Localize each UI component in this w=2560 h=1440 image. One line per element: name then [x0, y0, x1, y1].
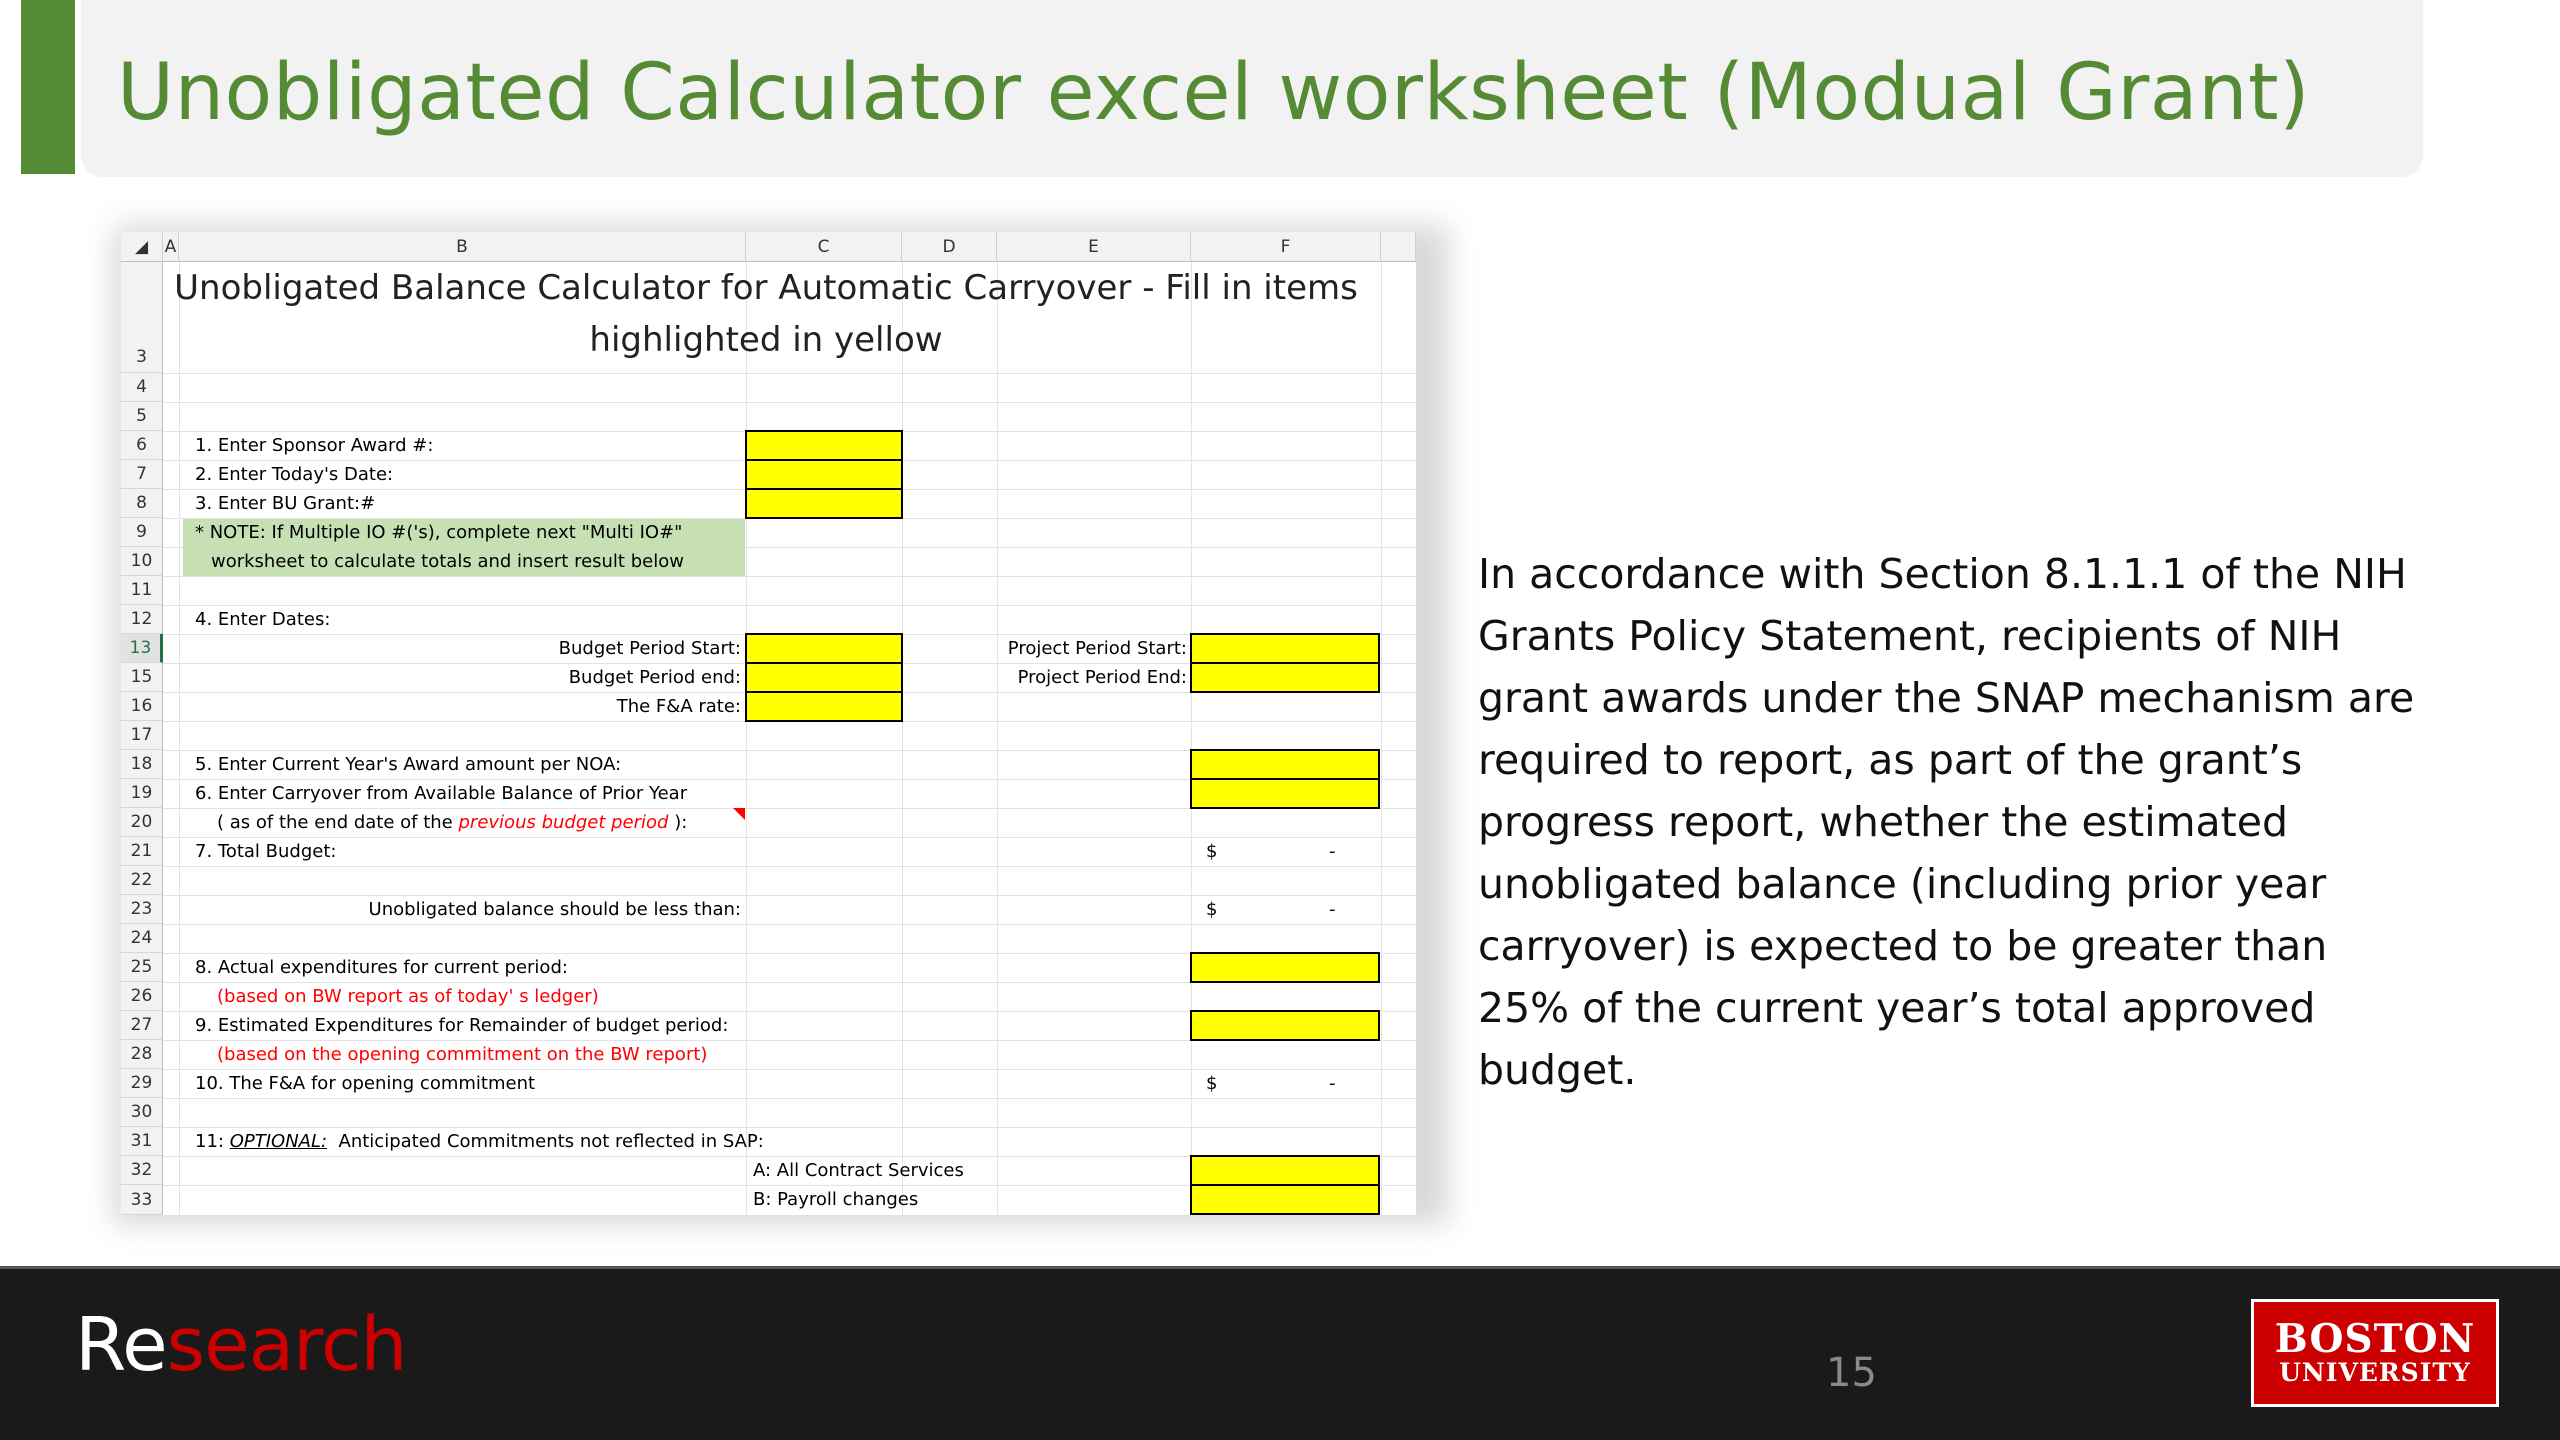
row-header-4: 4 [121, 373, 163, 402]
fa-opening-commitment-label: 10. The F&A for opening commitment [195, 1073, 536, 1094]
page-number: 15 [1826, 1350, 1877, 1396]
actual-expenditures-input[interactable] [1190, 952, 1380, 983]
note-line-2: worksheet to calculate totals and insert result below [211, 551, 684, 572]
row-header-12: 12 [121, 605, 163, 634]
gridline-h [163, 373, 1416, 374]
column-header-b: B [179, 232, 746, 262]
fa-rate-label: The F&A rate: [616, 696, 741, 717]
optional-prefix: 11: [195, 1131, 224, 1152]
row-header-30: 30 [121, 1098, 163, 1127]
row-header-9: 9 [121, 518, 163, 547]
corner-select-all: ◢ [121, 232, 163, 262]
column-header-a: A [163, 232, 179, 262]
row-header-7: 7 [121, 460, 163, 489]
gridline-h [163, 895, 1416, 896]
row-header-16: 16 [121, 692, 163, 721]
gridline-h [163, 1098, 1416, 1099]
gridline-h [163, 576, 1416, 577]
fa-opening-value: - [1329, 1073, 1336, 1094]
row-header-5: 5 [121, 402, 163, 431]
row-header-11: 11 [121, 576, 163, 605]
row-header-3: 3 [121, 262, 163, 373]
sponsor-award-label: 1. Enter Sponsor Award #: [195, 435, 434, 456]
total-budget-dollar: $ [1206, 841, 1218, 862]
slide-title: Unobligated Calculator excel worksheet (Modual Grant) [117, 48, 2311, 138]
row-header-21: 21 [121, 837, 163, 866]
row-header-10: 10 [121, 547, 163, 576]
bu-grant-label: 3. Enter BU Grant:# [195, 493, 376, 514]
comment-indicator[interactable] [733, 808, 745, 820]
project-period-start-input[interactable] [1190, 633, 1380, 664]
column-header-blank [1381, 232, 1416, 262]
gridline-h [163, 1127, 1416, 1128]
current-award-input[interactable] [1190, 749, 1380, 780]
project-period-end-label: Project Period End: [1017, 667, 1187, 688]
as-of-prefix: ( as of the end date of the [217, 812, 453, 833]
actual-expenditures-label: 8. Actual expenditures for current period: [195, 957, 568, 978]
as-of-suffix: ): [674, 812, 688, 833]
research-wordmark [75, 1302, 406, 1388]
row-header-32: 32 [121, 1156, 163, 1185]
row-header-15: 15 [121, 663, 163, 692]
row-header-25: 25 [121, 953, 163, 982]
todays-date-input[interactable] [745, 459, 903, 490]
bu-grant-input[interactable] [745, 488, 903, 519]
logo-line-1: BOSTON [2274, 1316, 2476, 1363]
optional-text: Anticipated Commitments not reflected in SAP: [338, 1131, 764, 1152]
body-paragraph: In accordance with Section 8.1.1.1 of the NIH Grants Policy Statement, recipients of NIH grant awards under the SNAP mechanism are required to report, as part of the grant’s progress report, whether the estimated unobligated balance (including prior year carryover) is expected to be greater than 25% of the current year’s total approved budget. [1478, 550, 2415, 1094]
row-header-6: 6 [121, 431, 163, 460]
row-header-17: 17 [121, 721, 163, 750]
gridline-v [1191, 262, 1192, 1215]
worksheet-image [121, 232, 1416, 1215]
row-header-31: 31 [121, 1127, 163, 1156]
row-header-24: 24 [121, 924, 163, 953]
actual-expenditures-note: (based on BW report as of today' s ledger) [217, 986, 599, 1007]
gridline-v [746, 262, 747, 1215]
row-header-19: 19 [121, 779, 163, 808]
estimated-expenditures-note: (based on the opening commitment on the BW report) [217, 1044, 708, 1065]
row-header-18: 18 [121, 750, 163, 779]
row-header-28: 28 [121, 1040, 163, 1069]
research-wordmark-part2: search [166, 1302, 407, 1388]
row-header-13-selected: 13 [121, 634, 163, 663]
gridline-v [179, 262, 180, 1215]
gridline-h [163, 924, 1416, 925]
gridline-h [163, 837, 1416, 838]
optional-word: OPTIONAL: [229, 1131, 328, 1152]
column-header-d: D [902, 232, 997, 262]
column-header-f: F [1191, 232, 1381, 262]
total-budget-value: - [1329, 841, 1336, 862]
payroll-changes-label: B: Payroll changes [753, 1189, 919, 1210]
fa-rate-input[interactable] [745, 691, 903, 722]
row-header-22: 22 [121, 866, 163, 895]
gridline-h [163, 402, 1416, 403]
carryover-input[interactable] [1190, 778, 1380, 809]
todays-date-label: 2. Enter Today's Date: [195, 464, 394, 485]
row-header-33: 33 [121, 1185, 163, 1215]
fa-opening-dollar: $ [1206, 1073, 1218, 1094]
budget-period-start-input[interactable] [745, 633, 903, 664]
row-header-20: 20 [121, 808, 163, 837]
project-period-start-label: Project Period Start: [1007, 638, 1187, 659]
row-header-29: 29 [121, 1069, 163, 1098]
logo-line-2: UNIVERSITY [2279, 1358, 2471, 1388]
current-award-label: 5. Enter Current Year's Award amount per NOA: [195, 754, 622, 775]
unobligated-dollar: $ [1206, 899, 1218, 920]
total-budget-label: 7. Total Budget: [195, 841, 337, 862]
contract-services-label: A: All Contract Services [753, 1160, 964, 1181]
gridline-v [1381, 262, 1382, 1215]
research-wordmark-part1: Re [75, 1302, 167, 1388]
column-header-e: E [997, 232, 1191, 262]
carryover-label: 6. Enter Carryover from Available Balance of Prior Year [195, 783, 688, 804]
budget-period-start-label: Budget Period Start: [558, 638, 741, 659]
project-period-end-input[interactable] [1190, 662, 1380, 693]
estimated-expenditures-label: 9. Estimated Expenditures for Remainder of budget period: [195, 1015, 729, 1036]
column-header-c: C [746, 232, 902, 262]
contract-services-input[interactable] [1190, 1155, 1380, 1186]
gridline-v [902, 262, 903, 1215]
enter-dates-label: 4. Enter Dates: [195, 609, 331, 630]
row-header-26: 26 [121, 982, 163, 1011]
gridline-v [997, 262, 998, 1215]
payroll-changes-input[interactable] [1190, 1184, 1380, 1215]
gridline-h [163, 605, 1416, 606]
gridline-h [163, 1069, 1416, 1070]
unobligated-balance-label: Unobligated balance should be less than: [368, 899, 741, 920]
boston-university-logo [2251, 1299, 2499, 1407]
title-accent-bar [21, 0, 75, 174]
row-header-27: 27 [121, 1011, 163, 1040]
as-of-note [217, 814, 687, 832]
budget-period-end-input[interactable] [745, 662, 903, 693]
optional-commitments-label [195, 1133, 764, 1151]
as-of-red-text: previous budget period [458, 812, 669, 833]
note-line-1: * NOTE: If Multiple IO #('s), complete next "Multi IO#" [195, 522, 683, 543]
row-header-8: 8 [121, 489, 163, 518]
gridline-h [163, 866, 1416, 867]
unobligated-value: - [1329, 899, 1336, 920]
budget-period-end-label: Budget Period end: [568, 667, 741, 688]
sponsor-award-input[interactable] [745, 430, 903, 461]
estimated-expenditures-input[interactable] [1190, 1010, 1380, 1041]
row-header-23: 23 [121, 895, 163, 924]
worksheet-title: Unobligated Balance Calculator for Automatic Carryover - Fill in items highlighted in yellow [174, 268, 1358, 360]
